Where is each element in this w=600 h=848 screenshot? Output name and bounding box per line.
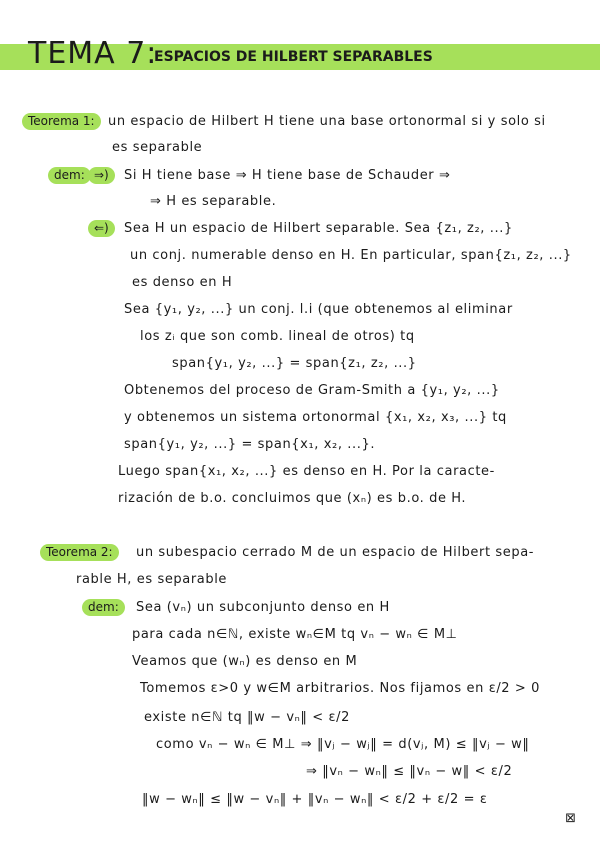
forward-direction-label: ⇒) xyxy=(88,167,115,184)
backward-proof-line: los zᵢ que son comb. lineal de otros) tq xyxy=(140,329,415,344)
proof-2-label: dem: xyxy=(82,599,125,616)
backward-proof-line: Luego span{x₁, x₂, ...} es denso en H. Por la caracte- xyxy=(118,464,495,479)
theorem-1-statement-line: un espacio de Hilbert H tiene una base ortonormal si y solo si xyxy=(108,114,546,129)
backward-proof-line: Obtenemos del proceso de Gram-Smith a {y₁, y₂, ...} xyxy=(124,383,500,398)
backward-proof-line: un conj. numerable denso en H. En particular, span{z₁, z₂, ...} xyxy=(130,248,572,263)
backward-proof-line: Sea H un espacio de Hilbert separable. Sea {z₁, z₂, ...} xyxy=(124,221,513,236)
theorem-1-label: Teorema 1: xyxy=(22,113,101,130)
proof-2-line: ⇒ ‖vₙ − wₙ‖ ≤ ‖vₙ − w‖ < ε/2 xyxy=(306,764,513,779)
forward-proof-line: ⇒ H es separable. xyxy=(150,194,277,209)
proof-2-line: como vₙ − wₙ ∈ M⊥ ⇒ ‖vⱼ − wⱼ‖ = d(vⱼ, M) ≤ ‖vⱼ − w‖ xyxy=(156,737,530,752)
proof-2-line: ‖w − wₙ‖ ≤ ‖w − vₙ‖ + ‖vₙ − wₙ‖ < ε/2 + ε/2 = ε xyxy=(142,792,488,807)
page-title: TEMA 7: xyxy=(28,36,158,71)
backward-proof-line: span{y₁, y₂, ...} = span{x₁, x₂, ...}. xyxy=(124,437,376,452)
page-subtitle: ESPACIOS DE HILBERT SEPARABLES xyxy=(154,49,433,65)
backward-proof-line: y obtenemos un sistema ortonormal {x₁, x₂, x₃, ...} tq xyxy=(124,410,507,425)
theorem-1-statement-line: es separable xyxy=(112,140,203,155)
backward-proof-line: rización de b.o. concluimos que (xₙ) es b.o. de H. xyxy=(118,491,467,506)
proof-2-line: Sea (vₙ) un subconjunto denso en H xyxy=(136,600,390,615)
backward-proof-line: es denso en H xyxy=(132,275,233,290)
backward-proof-line: Sea {y₁, y₂, ...} un conj. l.i (que obtenemos al eliminar xyxy=(124,302,513,317)
proof-2-line: existe n∈ℕ tq ‖w − vₙ‖ < ε/2 xyxy=(144,710,350,725)
forward-proof-line: Si H tiene base ⇒ H tiene base de Schauder ⇒ xyxy=(124,168,451,183)
proof-2-line: para cada n∈ℕ, existe wₙ∈M tq vₙ − wₙ ∈ M⊥ xyxy=(132,627,458,642)
proof-2-line: Tomemos ε>0 y w∈M arbitrarios. Nos fijamos en ε/2 > 0 xyxy=(140,681,541,696)
proof-2-line: Veamos que (wₙ) es denso en M xyxy=(132,654,358,669)
theorem-2-statement-line: un subespacio cerrado M de un espacio de Hilbert sepa- xyxy=(136,545,535,560)
theorem-2-label: Teorema 2: xyxy=(40,544,119,561)
theorem-2-statement-line: rable H, es separable xyxy=(76,572,228,587)
end-of-proof-mark: ⊠ xyxy=(565,811,576,826)
proof-1-label: dem: xyxy=(48,167,91,184)
backward-direction-label: ⇐) xyxy=(88,220,115,237)
backward-proof-line: span{y₁, y₂, ...} = span{z₁, z₂, ...} xyxy=(172,356,417,371)
